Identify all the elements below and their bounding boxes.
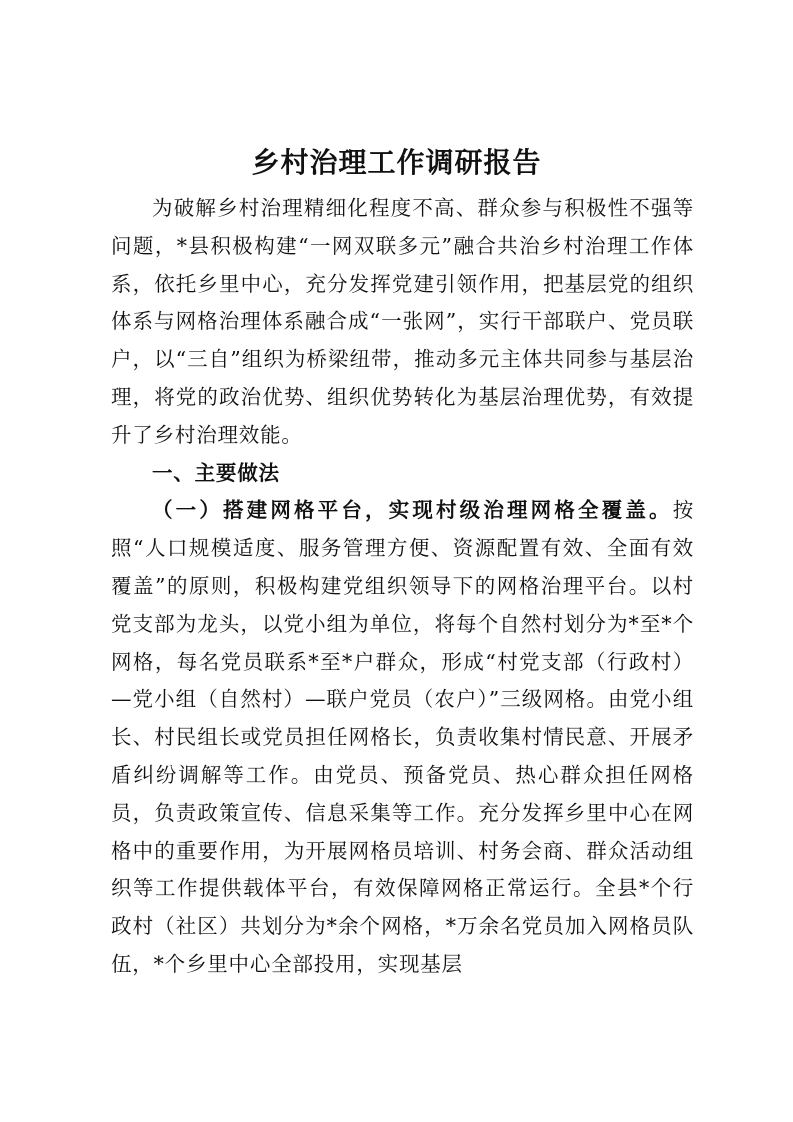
subsection-lead: （一）搭建网格平台，实现村级治理网格全覆盖。 [152, 498, 673, 523]
section-heading: 一、主要做法 [152, 460, 280, 485]
subsection-paragraph [111, 492, 694, 983]
document-body [111, 190, 694, 984]
intro-paragraph: 为破解乡村治理精细化程度不高、群众参与积极性不强等问题，*县积极构建“一网双联多元”融合共治乡村治理工作体系，依托乡里中心，充分发挥党建引领作用，把基层党的组织体系与网格治理体系融合成“一张网”，实行干部联户、党员联户，以“三自”组织为桥梁纽带，推动多元主体共同参与基层治理，将党的政治优势、组织优势转化为基层治理优势，有效提升了乡村治理效能。 [111, 196, 694, 447]
page-title: 乡村治理工作调研报告 [251, 146, 542, 179]
subsection-text: 按照“人口规模适度、服务管理方便、资源配置有效、全面有效覆盖”的原则，积极构建党组织领导下的网格治理平台。以村党支部为龙头，以党小组为单位，将每个自然村划分为*至*个网格，每名党员联系*至*户群众，形成“村党支部（行政村）—党小组（自然村）—联户党员（农户）”三级网格。由党小组长、村民组长或党员担任网格长，负责收集村情民意、开展矛盾纠纷调解等工作。由党员、预备党员、热心群众担任网格员，负责政策宣传、信息采集等工作。充分发挥乡里中心在网格中的重要作用，为开展网格员培训、村务会商、群众活动组织等工作提供载体平台，有效保障网格正常运行。全县*个行政村（社区）共划分为*余个网格，*万余名党员加入网格员队伍，*个乡里中心全部投用，实现基层 [111, 498, 694, 976]
